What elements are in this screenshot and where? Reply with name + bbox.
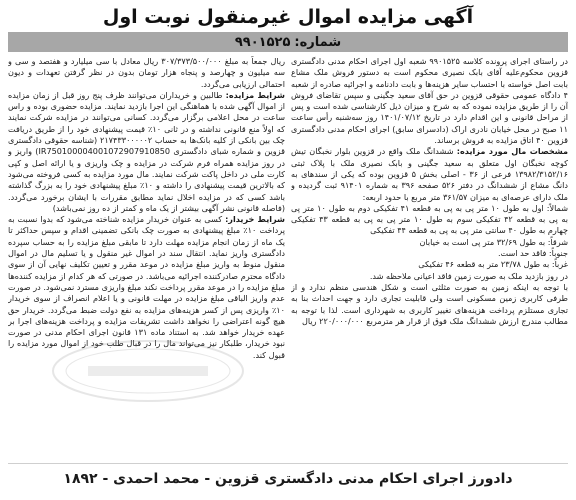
valuation-paragraph: با توجه به اینکه زمین به صورت مثلثی است و شکل هندسی منظم ندارد و از طرفی کاربری زمین مسکونی است ولی قابلیت تجاری دارد و جهت احداث بنا به تجاری مستلزم پرداخت هزینه‌های تغییر کاربری به شهرداری است. لذا با توجه به مطالب مندرج ارزش ششدانگ ملک فوق از قرار هر مترمربع ۲۲۰/۰۰۰/۰۰۰ ریال	[291, 281, 568, 326]
buyer-terms-label: شرایط خریدار:	[225, 214, 285, 225]
notice-number-label: شماره:	[294, 34, 342, 50]
notice-number-value: ۹۹۰۱۵۲۵	[234, 34, 291, 50]
footer-number: ۱۸۹۲	[63, 471, 98, 487]
west-boundary: غرباً: به طول ۲۳/۷۸ متر به قطعه ۴۶ تفکیکی	[418, 259, 568, 270]
buyer-terms-text: کسی به عنوان خریدار مزایده شناخته می‌شود که بدوا نسبت به پرداخت ۱۰٪ مبلغ پیشنهادی به صورت چک بانکی تضمینی اقدام و سپس حداکثر تا یک ماه از زمان انجام مزایده مهلت دارد تا مابقی مبلغ مزایده را به حساب سپرده دادگستری واریز نماید. انتقال سند در اموال غیر منقول و یا تسلیم مال در اموال منقول منوط به واریز مبلغ مزایده در موعد مقرر و تعیین تکلیف نهایی آن از سوی دادگاه محترم صادرکننده اجرائیه می‌باشد. در صورتی که هر کدام از مزایده کننده‌ها مبلغ مزایده را در موعد مقرر پرداخت نکند مبلغ واریزی مسترد نمی‌شود. در صورت عدم واریز الباقی مبلغ مزایده در مهلت قانونی و یا اعلام انصراف از سوی خریدار ۱۰٪ واریزی پس از کسر هزینه‌های مزایده به نفع دولت ضبط می‌گردد. خریدار حق هیچ گونه اعتراضی را نخواهد داشت تشریفات مزایده و پرداخت هزینه‌های اجرا بر عهده خریدار خواهد شد. به استناد ماده ۱۳۱ قانون اجرای احکام مدنی در صورت نبود خریدار، طلبکار نیز می‌تواند مال را در قبال طلب خود از اموال مورد مزایده را قبول کند.	[8, 214, 285, 360]
property-specs-text: ششدانگ ملک واقع در قزوین بلوار نخبگان تیش کوچه نخبگان اول متعلق به سعید جگینی و بابک نصیری ملک با پلاک ثبتی ۱۳۹۸۲/۳۱۵۲/۱۶ فرعی از ۳۶ - اصلی بخش ۵ قزوین بوده که یکی از سندهای به دانگ مشاع از ششدانگ در دفتر ۵۲۶ صفحه ۳۹۶ به شماره ۹۱۴۰۱ ثبت گردیده و ملک دارای عرصه‌ای به میزان ۳۶۱/۵۷ متر مربع با حدود اربعه:	[291, 146, 568, 202]
right-column	[291, 56, 568, 451]
auction-terms-text: طالبین و خریداران می‌توانند ظرف پنج روز قبل از زمان مزایده از اموال آگهی شده با هماهنگی این اجرا بازدید نمایند. مزایده حضوری بوده و راس ساعت در محل اعلامی برگزار می‌گردد. کسانی می‌توانند در مزایده شرکت نمایند که اولاً منع قانونی نداشته و در ثانی ۱۰٪ قیمت پیشنهادی خود را از طریق دریافت چک بین بانکی از کلیه بانک‌ها به حساب ۲۱۷۴۳۳۰۰۰۰۰۲ (شناسه حقوقی دادگستری قزوین و شماره شبای دادگستری IR750100004001072907910850) واریز و در روز مزایده همراه فرم شرکت در مزایده و چک واریزی و یا ارائه اصل و کپی کارت ملی در داخل پاکت شرکت نمایند. مال مورد مزایده به کسی فروخته می‌شود که بالاترین قیمت پیشنهادی را داشته و ۱۰٪ مبلغ پیشنهادی خود را به بزرگ گذاشته باشد کسی که در مزایده اخلال نماید مطابق مقررات با ایشان برخورد می‌گردد. (فاصله قانونی نشر آگهی بیشتر از یک ماه و کمتر از ده روز نمی‌باشد)	[8, 89, 285, 213]
auction-terms-paragraph	[8, 90, 285, 214]
property-specs-label: مشخصات مال مورد مزایده:	[456, 146, 568, 157]
property-specs-paragraph	[291, 146, 568, 202]
buyer-terms-paragraph	[8, 214, 285, 361]
notice-title: آگهی مزایده اموال غیرمنقول نوبت اول	[102, 6, 474, 28]
footer-signature: دادورز اجرای احکام مدنی دادگستری قزوین - محمد احمدی -	[102, 471, 513, 487]
auction-terms-label: شرایط مزایده:	[225, 89, 285, 100]
north-boundary: شمالاً: اول به طول ۱۰ متر پی به پی به قطعه ۴۱ تفکیکی دوم به طول ۱۰ متر پی به پی به قطعه ۴۲ تفکیکی سوم به طول ۱۰ متر پی به پی به قطعه ۴۳ تفکیکی چهارم به طول ۴۰ سانتی متر پی به پی به قطعه ۴۴ تفکیکی	[291, 202, 568, 236]
left-column	[8, 56, 285, 451]
valuation-total: ریال جمعاً به مبلغ ۳۰۷/۳۷۳/۵۰۰/۰۰۰ ریال معادل با سی میلیارد و هفتصد و سی و سه میلیون و چهارصد و پنجاه هزار تومان بدون در نظر گرفتن تعهدات و دیون احتمالی ارزیابی می‌گردد.	[8, 56, 285, 89]
notice-body	[8, 56, 568, 451]
notice-footer	[8, 463, 568, 490]
east-boundary: شرقاً: به طول ۳۲/۶۹ متر پی است به خیابان	[419, 236, 568, 247]
notice-number-bar	[8, 32, 568, 52]
intro-paragraph: در راستای اجرای پرونده کلاسه ۹۹۰۱۵۲۵ شعبه اول اجرای احکام مدنی دادگستری قزوین محکوم‌علیه آقای بابک نصیری محکوم است به دستور فروش ملک مشاع بابت اصل خواسته با احتساب سایر هزینه‌ها و بابت دادنامه و اجرائیه صادره از شعبه ۴ دادگاه عمومی حقوقی قزوین در حق آقای سعید جگینی و سپس تقاضای فروش آن را از طریق مزایده نموده که به شرح و میزان ذیل کارشناسی شده است و پس از مراحل قانونی و این اقدام دارد در تاریخ ۱۴۰۱/۰۷/۱۲ روز سه‌شنبه رأس ساعت ۱۱ صبح در محل خیابان نادری اراک (دادسرای سابق) اجرای احکام مدنی دادگستری قزوین ۴۰ اتاق مزایده به فروش برساند.	[291, 56, 568, 146]
south-boundary: جنوباً: فاقد حد است.	[497, 248, 568, 259]
inspection-note: در روز بازدید ملک به صورت زمین فاقد اعیانی ملاحظه شد.	[369, 270, 568, 281]
